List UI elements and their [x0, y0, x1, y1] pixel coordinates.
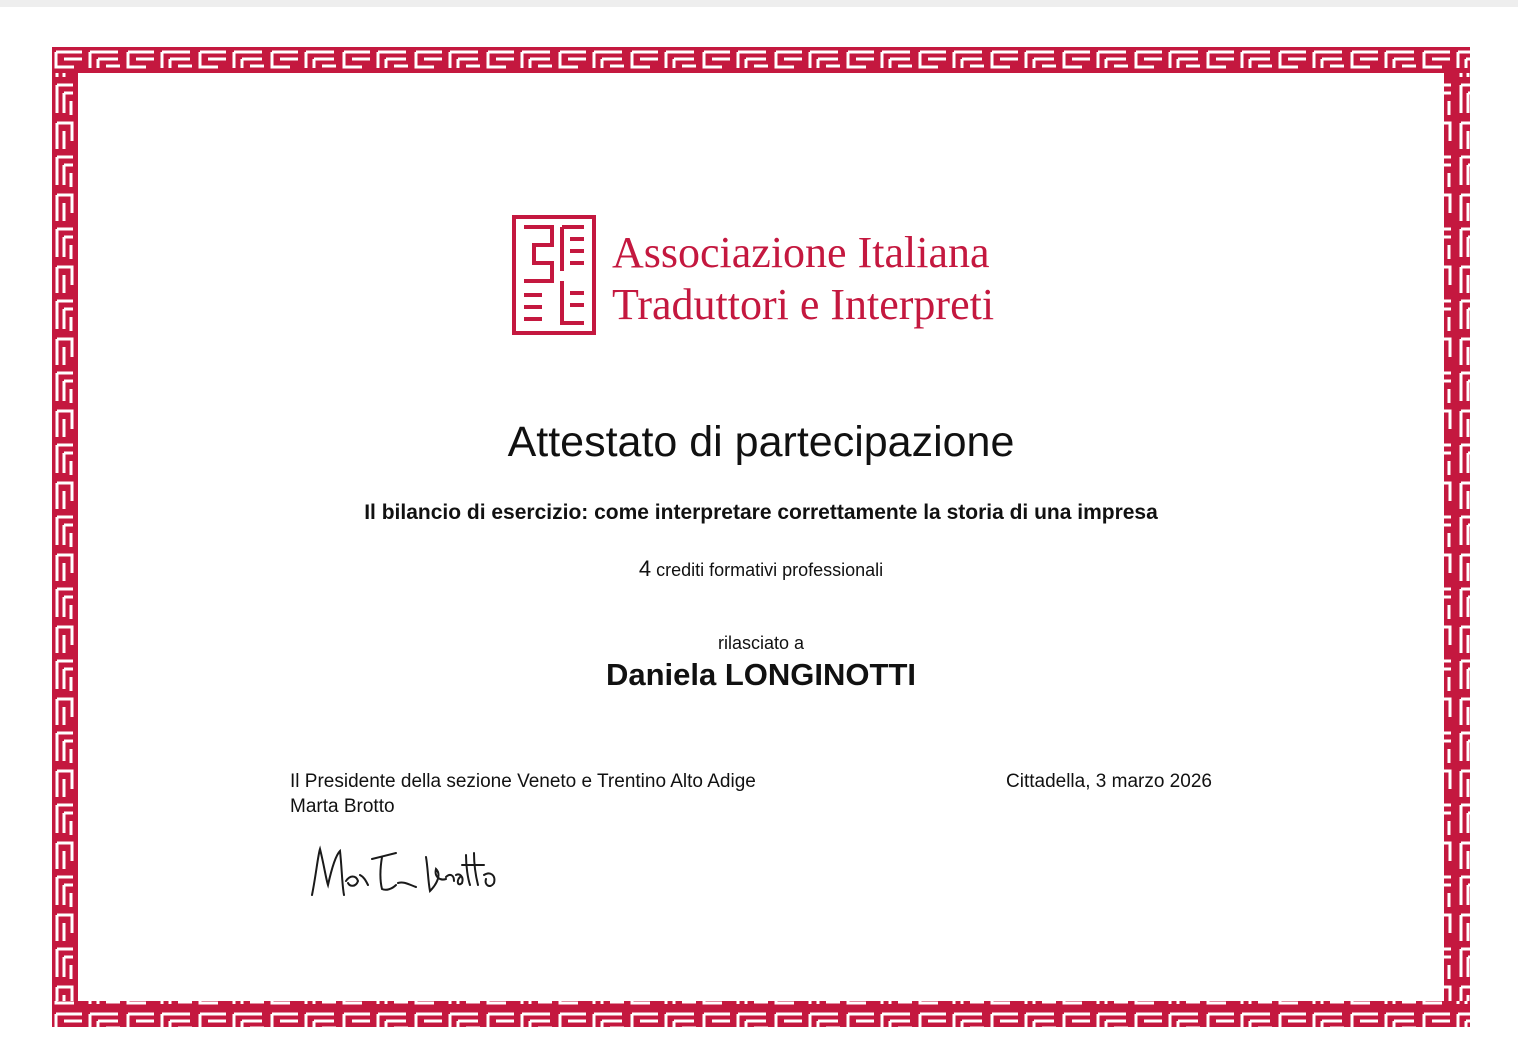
handwritten-signature — [306, 835, 506, 905]
association-name — [612, 227, 994, 331]
top-strip — [0, 0, 1518, 7]
credits-line — [78, 556, 1444, 582]
aiti-logo-mark-icon — [512, 215, 596, 335]
credits-number: 4 — [638, 556, 652, 581]
certificate-body — [78, 73, 1444, 1001]
association-logo — [512, 215, 1112, 337]
place-and-date: Cittadella, 3 marzo 2026 — [1006, 771, 1212, 792]
course-title: Il bilancio di esercizio: come interpretare correttamente la storia di una impresa — [364, 501, 1158, 524]
association-name-line2: Traduttori e Interpreti — [612, 280, 995, 329]
president-role: Il Presidente della sezione Veneto e Trentino Alto Adige — [290, 771, 756, 792]
recipient-name: Daniela LONGINOTTI — [605, 657, 917, 692]
certificate-title: Attestato di partecipazione — [507, 418, 1015, 466]
credits-label: crediti formativi professionali — [656, 560, 884, 580]
president-name: Marta Brotto — [290, 796, 395, 817]
certificate-page — [52, 47, 1470, 1027]
issued-to-label: rilasciato a — [717, 633, 805, 653]
association-name-line1: Associazione Italiana — [612, 228, 990, 277]
